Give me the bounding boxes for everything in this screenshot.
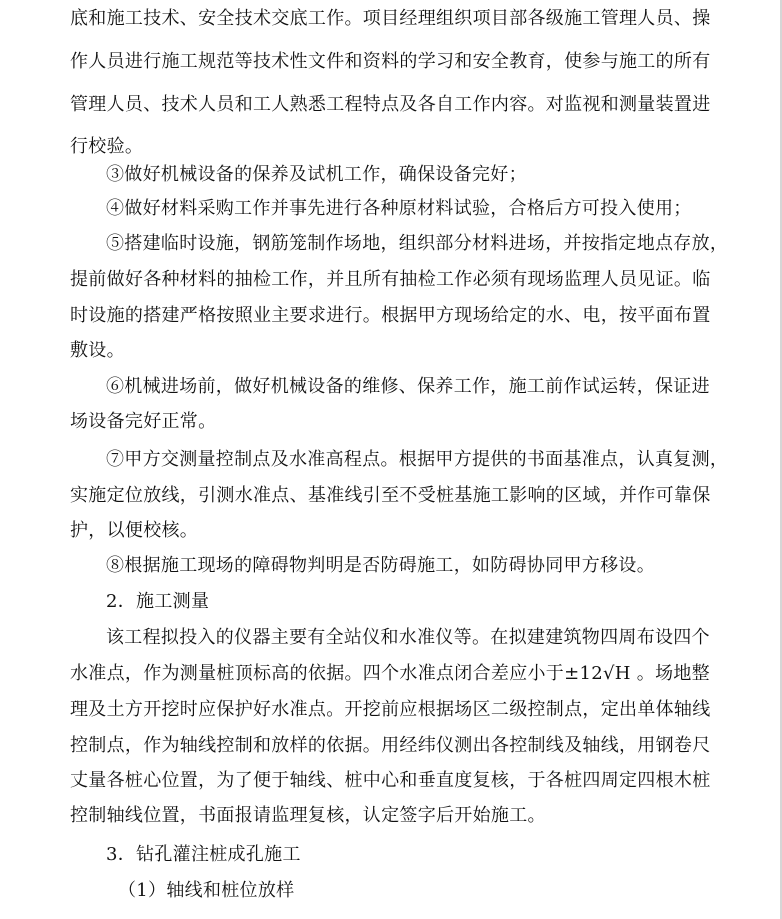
text-line: 场设备完好正常。 bbox=[70, 411, 217, 432]
text-line: 行校验。 bbox=[70, 136, 144, 157]
text-line: 实施定位放线，引测水准点、基准线引至不受桩基施工影响的区域，并作可靠保 bbox=[70, 485, 711, 506]
subsection-heading: （1）轴线和桩位放样 bbox=[118, 880, 295, 901]
text-line: 时设施的搭建严格按照业主要求进行。根据甲方现场给定的水、电，按平面布置 bbox=[70, 305, 711, 326]
list-item-5: ⑤搭建临时设施，钢筋笼制作场地，组织部分材料进场，并按指定地点存放， bbox=[106, 233, 729, 254]
list-item-6: ⑥机械进场前，做好机械设备的维修、保养工作，施工前作试运转，保证进 bbox=[106, 376, 710, 397]
section-heading: 2．施工测量 bbox=[106, 591, 210, 612]
text-line: 敷设。 bbox=[70, 340, 125, 361]
list-item-4: ④做好材料采购工作并事先进行各种原材料试验，合格后方可投入使用； bbox=[106, 198, 692, 219]
text-line: 控制点，作为轴线控制和放样的依据。用经纬仪测出各控制线及轴线，用钢卷尺 bbox=[70, 735, 711, 756]
text-line: 理及土方开挖时应保护好水准点。开挖前应根据场区二级控制点，定出单体轴线 bbox=[70, 699, 711, 720]
text-line: 管理人员、技术人员和工人熟悉工程特点及各自工作内容。对监视和测量装置进 bbox=[70, 94, 711, 115]
list-item-8: ⑧根据施工现场的障碍物判明是否防碍施工，如防碍协同甲方移设。 bbox=[106, 555, 655, 576]
text-line: 该工程拟投入的仪器主要有全站仪和水准仪等。在拟建建筑物四周布设四个 bbox=[106, 627, 710, 648]
text-line: 提前做好各种材料的抽检工作，并且所有抽检工作必须有现场监理人员见证。临 bbox=[70, 269, 711, 290]
text-line: 作人员进行施工规范等技术性文件和资料的学习和安全教育，使参与施工的所有 bbox=[70, 51, 711, 72]
text-line: 丈量各桩心位置，为了便于轴线、桩中心和垂直度复核，于各桩四周定四根木桩 bbox=[70, 770, 711, 791]
text-line: 底和施工技术、安全技术交底工作。项目经理组织项目部各级施工管理人员、操 bbox=[70, 8, 711, 29]
section-heading: 3．钻孔灌注桩成孔施工 bbox=[106, 844, 301, 865]
list-item-3: ③做好机械设备的保养及试机工作，确保设备完好； bbox=[106, 164, 527, 185]
text-line: 控制轴线位置，书面报请监理复核，认定签字后开始施工。 bbox=[70, 805, 546, 826]
text-line: 水准点，作为测量桩顶标高的依据。四个水准点闭合差应小于±12√H 。场地整 bbox=[70, 663, 710, 684]
text-line: 护，以便校核。 bbox=[70, 520, 199, 541]
list-item-7: ⑦甲方交测量控制点及水准高程点。根据甲方提供的书面基准点，认真复测， bbox=[106, 449, 729, 470]
